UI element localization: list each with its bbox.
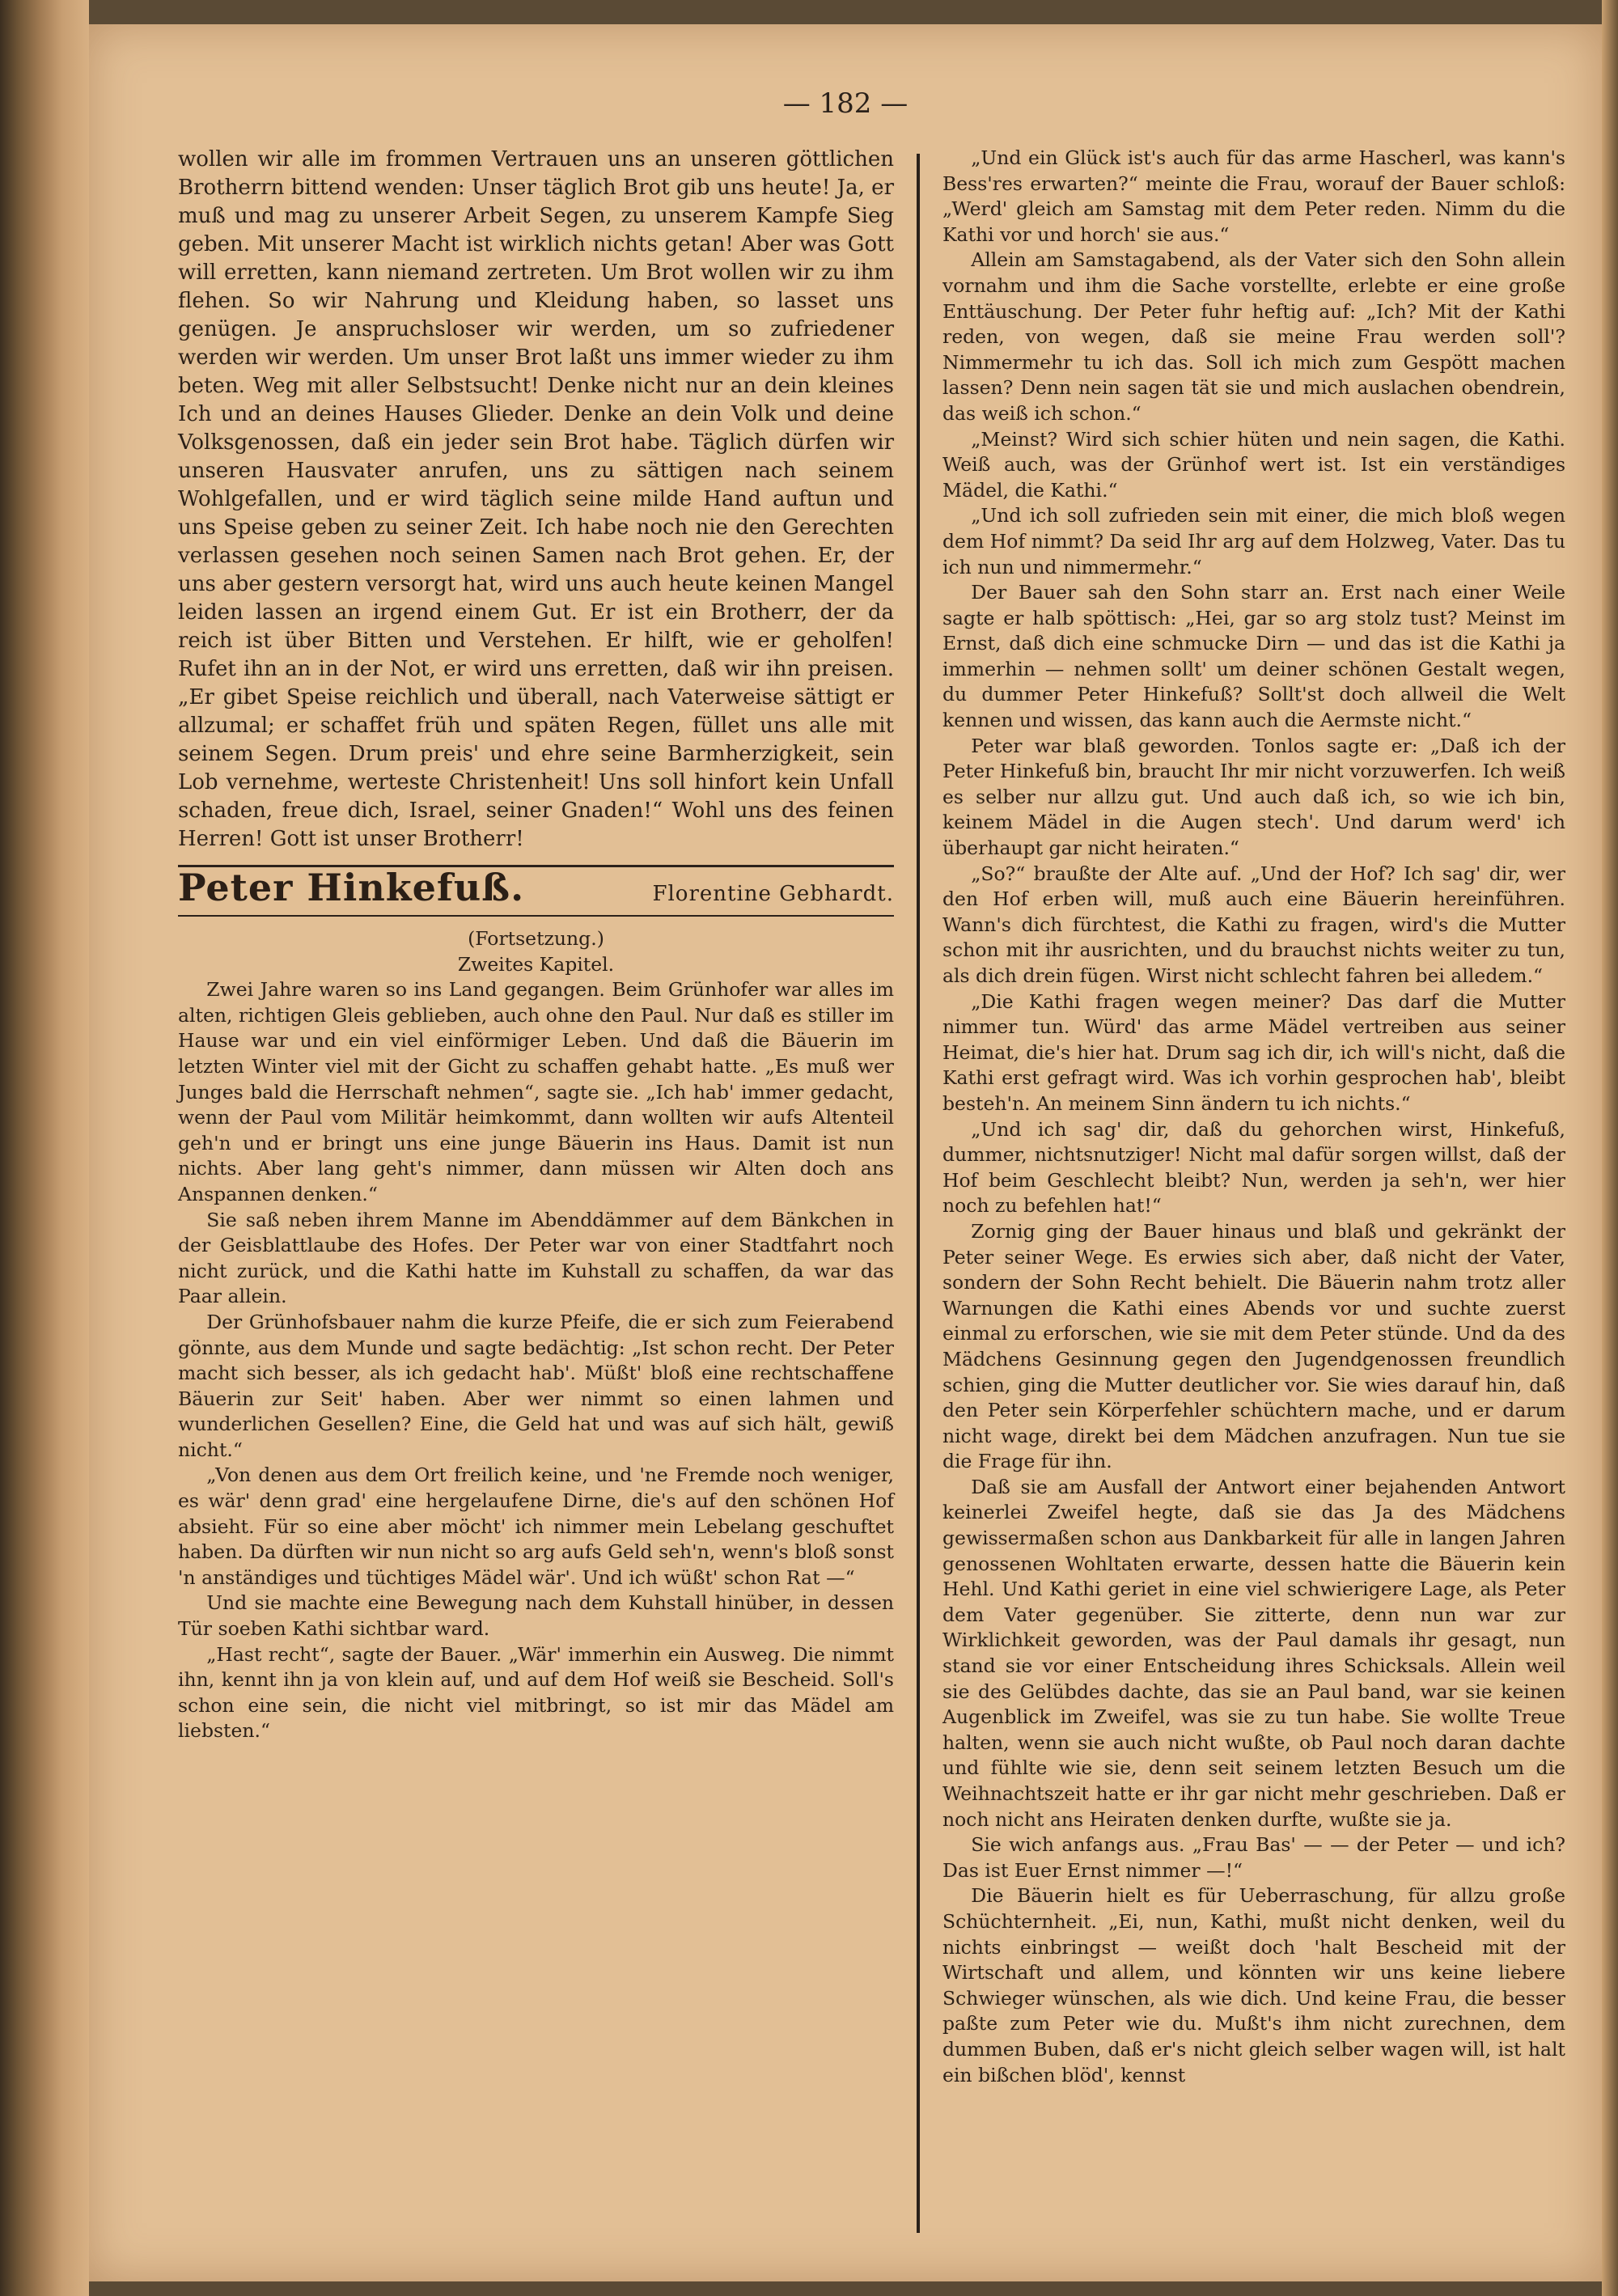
story-paragraph: Die Bäuerin hielt es für Ueberraschung, für allzu große Schüchternheit. „Ei, nun, Kathi, mußt nicht denken, weil du nichts einbringst — weißt doch 'halt Bescheid mit der Wirtschaft und allem, und könnten wir uns keine liebere Schwieger wünschen, als wie dich. Und keine Frau, die besser paßte zum Peter wie du. Mußt's ihm nicht zurechnen, dem dummen Buben, daß er's nicht gleich selber wagen will, ist halt ein bißchen blöd', kennst xyxy=(942,1884,1565,2086)
right-column xyxy=(942,146,1565,2088)
title-rule-bottom xyxy=(178,915,894,917)
story-author: Florentine Gebhardt. xyxy=(652,882,894,906)
story-paragraph: Der Bauer sah den Sohn starr an. Erst nach einer Weile sagte er halb spöttisch: „Hei, gar so arg stolz tust? Meinst im Ernst, daß dich eine schmucke Dirn — und das ist die Kathi ja immerhin — nehmen sollt' um deiner schönen Gestalt wegen, du dummer Peter Hinkefuß? Sollt'st doch allweil die Welt kennen und wissen, das kann auch die Aermste nicht.“ xyxy=(942,581,1565,732)
story-header xyxy=(178,866,894,913)
chapter-heading: Zweites Kapitel. xyxy=(457,952,615,976)
page-edge xyxy=(1602,0,1618,2296)
story-paragraph: „Die Kathi fragen wegen meiner? Das darf die Mutter nimmer tun. Würd' das arme Mädel vertreiben aus seiner Heimat, die's hier hat. Drum sag ich dir, ich will's nicht, daß die Kathi erst gefragt wird. Was ich vorhin gesprochen hab', bleibt besteh'n. An meinem Sinn ändern tu ich nichts.“ xyxy=(942,989,1565,1115)
story-paragraph: Und sie machte eine Bewegung nach dem Kuhstall hinüber, in dessen Tür soeben Kathi sichtbar ward. xyxy=(178,1591,894,1641)
story-paragraph: Daß sie am Ausfall der Antwort einer bejahenden Antwort keinerlei Zweifel hegte, daß sie das Ja des Mädchens gewissermaßen schon aus Dankbarkeit für alle in langen Jahren genossenen Wohltaten erwarte, dessen hatte die Bäuerin kein Hehl. Und Kathi geriet in eine viel schwierigere Lage, als Peter dem Vater gegenüber. Sie zitterte, denn nun war zur Wirklichkeit geworden, was der Paul damals ihr gesagt, nun stand sie vor einer Entscheidung ihres Schicksals. Allein weil sie des Gelübdes dachte, das sie an Paul band, war sie keinen Augenblick im Zweifel, was sie zu tun habe. Sie wollte Treue halten, wenn sie auch nicht wußte, ob Paul noch daran dachte und fühlte wie sie, denn seit seinem letzten Besuch um die Weihnachtszeit hatte er ihr gar nicht mehr geschrieben. Daß er noch nicht ans Heiraten denken durfte, wußte sie ja. xyxy=(942,1475,1565,1831)
story-paragraph: Sie saß neben ihrem Manne im Abenddämmer auf dem Bänkchen in der Geisblattlaube des Hofes. Der Peter war von einer Stadtfahrt noch nicht zurück, und die Kathi hatte im Kuhstall zu schaffen, da war das Paar allein. xyxy=(178,1208,894,1308)
left-column xyxy=(178,146,894,1744)
story-paragraph: Zwei Jahre waren so ins Land gegangen. Beim Grünhofer war alles im alten, richtigen Gleis geblieben, auch ohne den Paul. Nur daß es stiller im Hause war und ein viel einförmiger Leben. Und daß die Bäuerin im letzten Winter viel mit der Gicht zu schaffen gehabt hatte. „Es muß wer Junges bald die Herrschaft nehmen“, sagte sie. „Ich hab' immer gedacht, wenn der Paul vom Militär heimkommt, dann wollten wir aufs Altenteil geh'n und er bringt uns eine junge Bäuerin ins Haus. Damit ist nun nichts. Aber lang geht's nimmer, dann müssen wir Alten doch ans Anspannen denken.“ xyxy=(178,978,894,1205)
story-title: Peter Hinkefuß. xyxy=(178,866,525,909)
book-binding xyxy=(0,0,89,2296)
story-paragraph: „Und ein Glück ist's auch für das arme Hascherl, was kann's Bess'res erwarten?“ meinte die Frau, worauf der Bauer schloß: „Werd' gleich am Samstag mit dem Peter reden. Nimm du die Kathi vor und horch' sie aus.“ xyxy=(942,146,1565,246)
column-divider xyxy=(917,154,920,2233)
story-paragraph: Peter war blaß geworden. Tonlos sagte er: „Daß ich der Peter Hinkefuß bin, braucht Ihr mir nicht vorzuwerfen. Ich weiß es selber nur allzu gut. Und auch daß ich, so wie ich bin, keinem Mädel in die Augen stech'. Und darum werd' ich überhaupt gar nicht heiraten.“ xyxy=(942,734,1565,860)
story-paragraph: „So?“ braußte der Alte auf. „Und der Hof? Ich sag' dir, wer den Hof erben will, muß auch eine Bäuerin hereinführen. Wann's dich fürchtest, die Kathi zu fragen, wird's die Mutter schon mit ihr ausrichten, und du brauchst nichts weiter zu tun, als dich drein fügen. Wirst nicht schlecht fahren bei alledem.“ xyxy=(942,862,1565,987)
story-paragraph: Der Grünhofsbauer nahm die kurze Pfeife, die er sich zum Feierabend gönnte, aus dem Munde und sagte bedächtig: „Ist schon recht. Der Peter macht sich besser, als ich gedacht hab'. Müßt' bloß eine rechtschaffene Bäuerin zur Seit' haben. Aber wer nimmt so einen lahmen und wunderlichen Gesellen? Eine, die Geld hat und was auf sich hält, gewiß nicht.“ xyxy=(178,1310,894,1461)
story-paragraph: „Von denen aus dem Ort freilich keine, und 'ne Fremde noch weniger, es wär' denn grad' eine hergelaufene Dirne, die's auf den schönen Hof absieht. Für so eine aber möcht' ich nimmer mein Lebelang geschuftet haben. Da dürften wir nun nicht so arg aufs Geld seh'n, wenn's bloß sonst 'n anständiges und tüchtiges Mädel wär'. Und ich wüßt' schon Rat —“ xyxy=(178,1464,894,1589)
sermon-continuation: wollen wir alle im frommen Vertrauen uns an unseren göttlichen Brotherrn bittend wenden: Unser täglich Brot gib uns heute! Ja, er muß und mag zu unserer Arbeit Segen, zu unserem Kampfe Sieg geben. Mit unserer Macht ist wirklich nichts getan! Aber was Gott will erretten, kann niemand zertreten. Um Brot wollen wir zu ihm flehen. So wir Nahrung und Kleidung haben, so lasset uns genügen. Je anspruchsloser wir werden, um so zufriedener werden wir werden. Um unser Brot laßt uns immer wieder zu ihm beten. Weg mit aller Selbstsucht! Denke nicht nur an dein kleines Ich und an deines Hauses Glieder. Denke an dein Volk und deine Volksgenossen, daß ein jeder sein Brot habe. Täglich dürfen wir unseren Hausvater anrufen, uns zu sättigen nach seinem Wohlgefallen, und er wird täglich seine milde Hand auftun und uns Speise geben zu seiner Zeit. Ich habe noch nie den Gerechten verlassen gesehen noch seinen Samen nach Brot gehen. Er, der uns aber gestern versorgt hat, wird uns auch heute keinen Mangel leiden lassen an irgend einem Gut. Er ist ein Brotherr, der da reich ist über Bitten und Verstehen. Er hilft, wie er geholfen! Rufet ihn an in der Not, er wird uns erretten, daß wir ihn preisen. „Er gibet Speise reichlich und überall, nach Vaterweise sättigt er allzumal; er schaffet früh und späten Regen, füllet uns alle mit seinem Segen. Drum preis' und ehre seine Barmherzigkeit, sein Lob vernehme, werteste Christenheit! Uns soll hinfort kein Unfall schaden, freue dich, Israel, seiner Gnaden!“ Wohl uns des feinen Herren! Gott ist unser Brotherr! xyxy=(178,147,894,851)
story-paragraph: Zornig ging der Bauer hinaus und blaß und gekränkt der Peter seiner Wege. Es erwies sich aber, daß nicht der Vater, sondern der Sohn Recht behielt. Die Bäuerin nahm trotz aller Warnungen die Kathi eines Abends vor und suchte zuerst einmal zu erforschen, wie sie mit dem Peter stünde. Und da des Mädchens Gesinnung gegen den Jugendgenossen freundlich schien, ging die Mutter deutlicher vor. Sie wies darauf hin, daß den Peter sein Körperfehler schüchtern mache, und er darum nicht wage, direkt bei dem Mädchen anzufragen. Nun tue sie die Frage für ihn. xyxy=(942,1219,1565,1473)
continued-note: (Fortsetzung.) xyxy=(468,927,604,950)
story-paragraph: „Meinst? Wird sich schier hüten und nein sagen, die Kathi. Weiß auch, was der Grünhof wert ist. Ist ein verständiges Mädel, die Kathi.“ xyxy=(942,427,1565,502)
page-number: — 182 — xyxy=(782,87,909,120)
story-paragraph: „Und ich sag' dir, daß du gehorchen wirst, Hinkefuß, dummer, nichtsnutziger! Nicht mal dafür sorgen willst, daß der Hof beim Geschlecht bleibt? Nun, werden ja seh'n, wer hier noch zu befehlen hat!“ xyxy=(942,1117,1565,1218)
story-paragraph: Sie wich anfangs aus. „Frau Bas' — — der Peter — und ich? Das ist Euer Ernst nimmer —!“ xyxy=(942,1833,1565,1882)
story-paragraph: „Und ich soll zufrieden sein mit einer, die mich bloß wegen dem Hof nimmt? Da seid Ihr arg auf dem Holzweg, Vater. Das tu ich nun und nimmermehr.“ xyxy=(942,504,1565,578)
story-paragraph: Allein am Samstagabend, als der Vater sich den Sohn allein vornahm und ihm die Sache vorstellte, erlebte er eine große Enttäuschung. Der Peter fuhr heftig auf: „Ich? Mit der Kathi reden, von wegen, daß sie meine Frau werden soll'? Nimmermehr tu ich das. Soll ich mich zum Gespött machen lassen? Denn nein sagen tät sie und mich auslachen obendrein, das weiß ich schon.“ xyxy=(942,248,1565,425)
story-paragraph: „Hast recht“, sagte der Bauer. „Wär' immerhin ein Ausweg. Die nimmt ihn, kennt ihn ja von klein auf, und auf dem Hof weiß sie Bescheid. Soll's schon eine sein, die nicht viel mitbringt, so ist mir das Mädel am liebsten.“ xyxy=(178,1642,894,1743)
